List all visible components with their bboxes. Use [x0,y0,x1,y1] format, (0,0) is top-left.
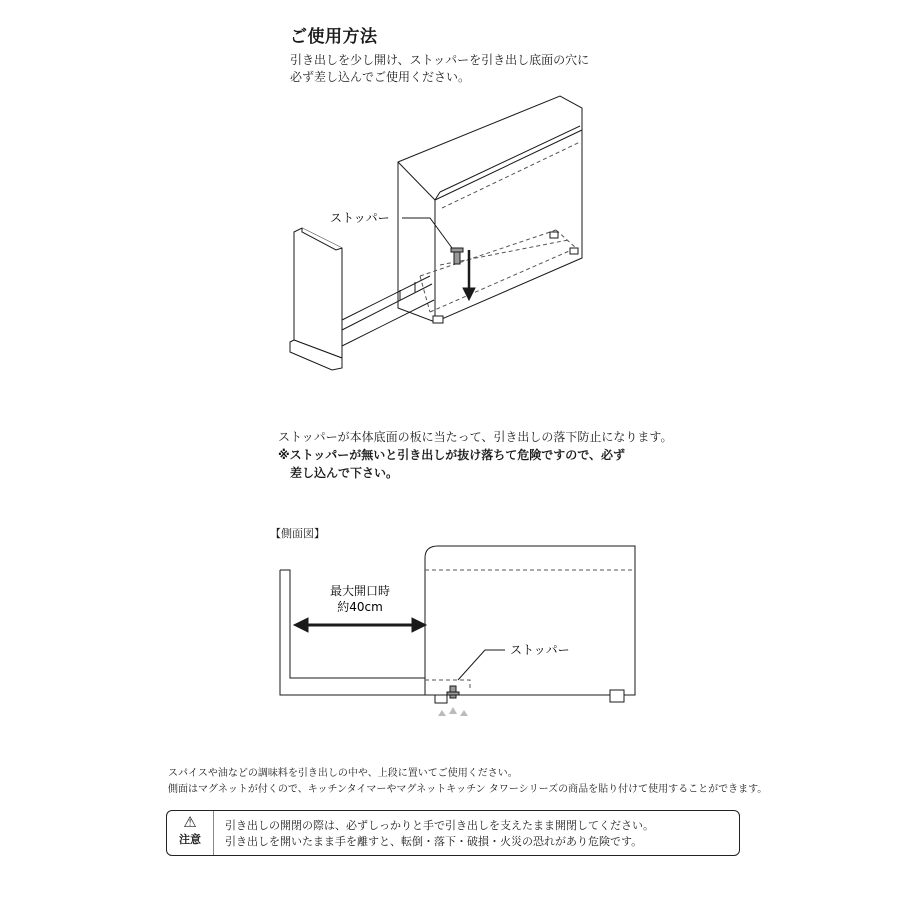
side-view-diagram [260,540,660,730]
note-line-2: 側面はマグネットが付くので、キッチンタイマーやマグネットキッチン タワーシリーズの商品を貼り付けて使用することができます。 [168,784,768,795]
intro-line-1: 引き出しを少し開け、ストッパーを引き出し底面の穴に [290,53,590,67]
warning-line-1: ※ストッパーが無いと引き出しが抜け落ちて危険ですので、必ず [278,448,625,462]
intro-text [290,52,589,86]
caution-box [166,810,740,856]
caution-header [167,811,214,855]
caution-line-2: 引き出しを開いたまま手を離すと、転倒・落下・破損・火災の恐れがあり危険です。 [225,835,643,848]
caution-line-1: 引き出しの開閉の際は、必ずしっかりと手で引き出しを支えたまま開閉してください。 [225,819,654,832]
usage-notes [168,766,767,798]
iso-stopper-label: ストッパー [330,211,390,225]
explanation-line-1: ストッパーが本体底面の板に当たって、引き出しの落下防止になります。 [278,430,673,444]
cabinet-outline [398,96,582,322]
max-open-label: 最大開口時 [329,584,391,598]
caution-text [225,818,654,850]
side-stopper-label: ストッパー [510,643,570,657]
note-line-1: スパイスや油などの調味料を引き出しの中や、上段に置いてご使用ください。 [168,768,518,779]
intro-line-2: 必ず差し込んでご使用ください。 [290,70,471,84]
usage-title: ご使用方法 [290,27,378,47]
explanation-text [278,428,672,482]
warning-line-2: 差し込んで下さい。 [290,466,399,480]
warning-icon: ⚠ [183,813,197,831]
isometric-diagram [280,90,610,380]
side-view-label: 【側面図】 [270,527,325,540]
caution-label: 注意 [179,833,201,846]
max-open-distance: 約40cm [337,600,383,614]
